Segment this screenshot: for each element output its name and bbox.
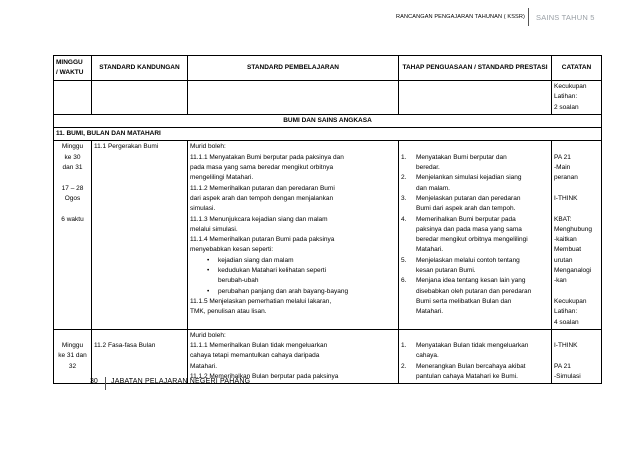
list-item: • perubahan panjang dan arah bayang-bayang	[190, 287, 396, 297]
bullet-icon: •	[207, 287, 210, 295]
list-item: 2. Menerangkan Bulan bercahaya akibat pantulan cahaya Matahari ke Bumi.	[401, 362, 526, 381]
theme-row	[54, 114, 602, 127]
lesson-plan-table	[53, 55, 602, 384]
list-item: • kedudukan Matahari kelihatan seperti	[190, 266, 396, 276]
notes-cell: PA 21 -Main peranan I-THINK KBAT: Menghubung -kaitkan Membuat urutan Menganalogi -kan Kecukupan Latihan: 4 soalan	[552, 141, 602, 329]
page-header	[0, 0, 638, 30]
list-item: 3. Menjelaskan putaran dan peredaran Bumi dari aspek arah dan tempoh.	[401, 194, 521, 213]
bullet-icon: •	[207, 267, 210, 275]
unit-row	[54, 128, 602, 141]
table-header-row	[54, 56, 602, 81]
table-row	[54, 329, 602, 383]
list-item: 6. Menjana idea tentang kesan lain yang disebabkan oleh putaran dan peredaran Bumi serta melibatkan Bulan dan Matahari.	[401, 277, 532, 316]
list-item: 4. Memerihalkan Bumi berputar pada paksinya dan pada masa yang sama beredar mengikut orbitnya mengelilingi Matahari.	[401, 215, 528, 254]
unit-title: 11. BUMI, BULAN DAN MATAHARI	[54, 128, 602, 141]
col-header-performance: TAHAP PENGUASAAN / STANDARD PRESTASI	[399, 56, 552, 81]
col-header-notes: CATATAN	[552, 56, 602, 81]
list-item: 1. Menyatakan Bulan tidak mengeluarkan cahaya.	[401, 342, 529, 360]
header-subject: SAINS TAHUN 5	[536, 13, 595, 22]
bullet-icon: •	[207, 256, 210, 264]
col-header-content: STANDARD KANDUNGAN	[92, 56, 188, 81]
header-title: RANCANGAN PENGAJARAN TAHUNAN ( KSSR)	[396, 14, 525, 20]
list-item: 1. Menyatakan Bumi berputar dan beredar.	[401, 153, 507, 172]
page-number: 30	[90, 378, 98, 385]
notes-cell: I-THINK PA 21 -Simulasi	[552, 329, 602, 383]
learning-standard-cell: Murid boleh: 11.1.1 Menyatakan Bumi berputar pada paksinya dan pada masa yang sama beredar mengikut orbitnya mengelilingi Matahari. 11.1.2 Memerihalkan putaran dan peredaran Bumi dari aspek arah dan tempoh dengan menjalankan simulasi. 11.1.3 Menunjukcara kejadian siang dan malam melalui simulasi. 11.1.4 Memerihalkan putaran Bumi pada paksinya menyebabkan kesan seperti: • kejadian siang dan malam • kedudukan Matahari kelihatan seperti berubah-ubah • perubahan panjang dan arah bayang-bayang 11.1.5 Menjelaskan pemerhatian melalui lakaran, TMK, penulisan atau lisan.	[188, 141, 399, 329]
list-item: • kejadian siang dan malam	[190, 256, 396, 266]
previous-row	[54, 81, 602, 115]
col-header-learning: STANDARD PEMBELAJARAN	[188, 56, 399, 81]
content-standard-cell: 11.2 Fasa-fasa Bulan	[92, 329, 188, 383]
previous-notes: Kecukupan Latihan: 2 soalan	[552, 81, 602, 115]
performance-standard-cell	[399, 141, 552, 329]
col-header-week: MINGGU / WAKTU	[54, 56, 92, 81]
page-footer	[0, 377, 638, 397]
week-cell: Minggu ke 31 dan 32	[54, 329, 92, 383]
footer-divider	[105, 377, 106, 390]
theme-title: BUMI DAN SAINS ANGKASA	[54, 114, 602, 127]
footer-text: JABATAN PELAJARAN NEGERI PAHANG	[111, 378, 251, 385]
learning-standard-cell: Murid boleh: 11.1.1 Memerihalkan Bulan tidak mengeluarkan cahaya tetapi memantulkan cahaya daripada Matahari. 11.1.2 Memerihalkan Bulan berputar pada paksinya	[188, 329, 399, 383]
list-item: 2. Menjelankan simulasi kejadian siang dan malam.	[401, 174, 522, 192]
list-item: 5. Menjelaskan melalui contoh tentang kesan putaran Bumi.	[401, 256, 520, 275]
week-cell: Minggu ke 30 dan 31 17 – 28 Ogos 6 waktu	[54, 141, 92, 329]
table-row	[54, 141, 602, 329]
performance-standard-cell	[399, 329, 552, 383]
content-standard-cell: 11.1 Pergerakan Bumi	[92, 141, 188, 329]
header-divider	[528, 8, 529, 26]
